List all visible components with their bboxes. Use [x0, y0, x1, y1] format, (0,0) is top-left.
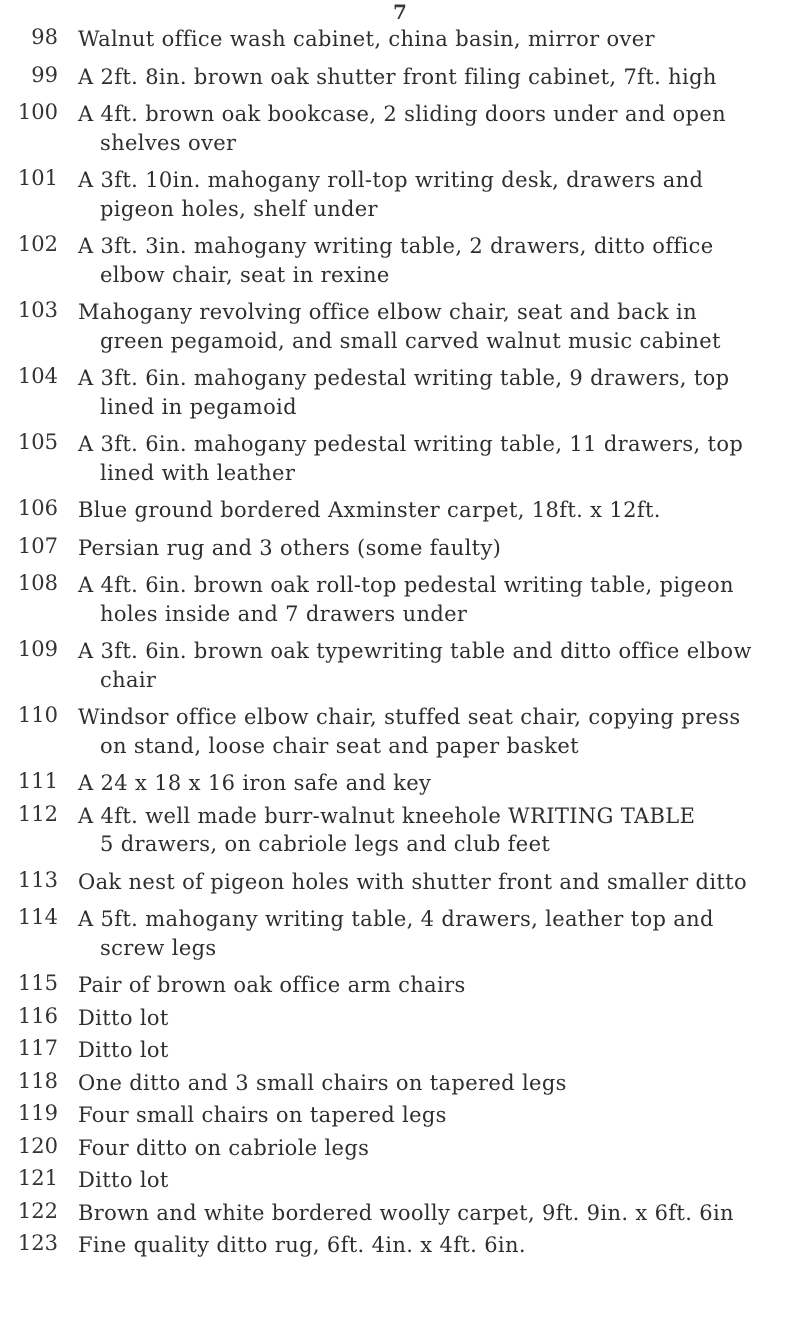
lot-description-line: A 3ft. 6in. mahogany pedestal writing table, 11 drawers, top	[78, 432, 744, 456]
lot-description	[78, 298, 790, 355]
lot-description-line: Ditto lot	[78, 1005, 169, 1030]
lot-description-line: A 24 x 18 x 16 iron safe and key	[78, 771, 432, 795]
lot-description-continuation: chair	[100, 667, 157, 692]
lot-description-line: Oak nest of pigeon holes with shutter front and smaller ditto	[78, 869, 747, 894]
lot-number: 102	[17, 232, 58, 256]
lot-description-line: Brown and white bordered woolly carpet, 9ft. 9in. x 6ft. 6in	[78, 1200, 734, 1225]
lot-item	[0, 232, 800, 289]
lot-number: 111	[17, 769, 58, 793]
lot-item	[0, 769, 800, 798]
lot-description	[78, 25, 790, 54]
lot-description-line: Walnut office wash cabinet, china basin, mirror over	[78, 27, 655, 51]
lot-description-line: Mahogany revolving office elbow chair, seat and back in	[78, 300, 698, 324]
lot-description-line: A 3ft. 6in. brown oak typewriting table and ditto office elbow	[78, 639, 752, 663]
lot-description-line: Ditto lot	[78, 1168, 169, 1192]
lot-description	[78, 703, 790, 760]
lot-number: 101	[17, 166, 58, 190]
lot-description	[78, 637, 790, 694]
lot-item	[0, 63, 800, 92]
lot-number: 109	[17, 637, 58, 661]
lot-item	[0, 496, 800, 525]
lot-number: 110	[17, 703, 58, 727]
lot-description	[78, 1199, 790, 1228]
lot-number: 108	[17, 571, 58, 595]
lot-item	[0, 1199, 800, 1228]
lot-description-continuation: green pegamoid, and small carved walnut music cabinet	[100, 328, 721, 353]
lot-description-continuation: holes inside and 7 drawers under	[100, 601, 468, 626]
lot-number: 99	[31, 62, 58, 87]
lot-number: 121	[17, 1166, 58, 1190]
lot-description	[78, 1231, 790, 1260]
lot-list	[0, 25, 800, 1260]
lot-description	[78, 571, 790, 628]
lot-number: 113	[17, 867, 58, 892]
lot-item	[0, 703, 800, 760]
lot-description	[78, 364, 790, 421]
lot-description-line: A 4ft. brown oak bookcase, 2 sliding doors under and open	[78, 102, 726, 126]
lot-number: 123	[17, 1231, 58, 1255]
lot-description-continuation: screw legs	[100, 935, 217, 960]
lot-description-continuation: lined with leather	[100, 460, 296, 485]
lot-item	[0, 534, 800, 563]
lot-description	[78, 868, 790, 897]
lot-item	[0, 100, 800, 157]
lot-description	[78, 769, 790, 798]
lot-number: 100	[17, 100, 58, 124]
lot-description	[78, 100, 790, 157]
lot-item	[0, 298, 800, 355]
lot-description-line: A 4ft. well made burr-walnut kneehole WRITING TABLE	[78, 803, 696, 828]
lot-item	[0, 430, 800, 487]
lot-description-line: A 4ft. 6in. brown oak roll-top pedestal writing table, pigeon	[78, 573, 734, 597]
lot-number: 104	[17, 364, 58, 388]
lot-description-line: A 5ft. mahogany writing table, 4 drawers, leather top and	[78, 907, 714, 931]
lot-number: 114	[17, 905, 58, 929]
lot-description	[78, 802, 790, 859]
lot-description	[78, 534, 790, 563]
lot-description-continuation: elbow chair, seat in rexine	[100, 262, 390, 287]
lot-item	[0, 1004, 800, 1033]
lot-item	[0, 1166, 800, 1195]
lot-description	[78, 166, 790, 223]
lot-description-continuation: on stand, loose chair seat and paper basket	[100, 733, 579, 758]
lot-description	[78, 232, 790, 289]
lot-item	[0, 25, 800, 54]
lot-item	[0, 1101, 800, 1130]
lot-number: 120	[17, 1133, 58, 1158]
lot-item	[0, 905, 800, 962]
lot-description-continuation: 5 drawers, on cabriole legs and club feet	[100, 832, 551, 856]
lot-description-continuation: pigeon holes, shelf under	[100, 196, 378, 221]
lot-description-line: Ditto lot	[78, 1038, 169, 1062]
lot-number: 98	[31, 25, 58, 49]
lot-number: 119	[17, 1101, 58, 1125]
lot-description-line: One ditto and 3 small chairs on tapered legs	[78, 1070, 567, 1095]
lot-description-continuation: lined in pegamoid	[100, 394, 297, 419]
lot-description	[78, 1004, 790, 1033]
lot-description-line: Persian rug and 3 others (some faulty)	[78, 535, 502, 560]
lot-description	[78, 430, 790, 487]
lot-number: 103	[17, 298, 58, 322]
lot-description-line: A 3ft. 6in. mahogany pedestal writing table, 9 drawers, top	[78, 366, 730, 390]
lot-description	[78, 1069, 790, 1098]
lot-item	[0, 1036, 800, 1065]
lot-number: 115	[17, 971, 58, 995]
lot-number: 122	[17, 1198, 58, 1223]
lot-description-line: Windsor office elbow chair, stuffed seat chair, copying press	[78, 705, 741, 729]
lot-description	[78, 971, 790, 1000]
lot-description-line: Four small chairs on tapered legs	[78, 1103, 447, 1127]
lot-description	[78, 1036, 790, 1065]
lot-item	[0, 971, 800, 1000]
lot-number: 112	[17, 801, 58, 826]
lot-item	[0, 637, 800, 694]
lot-description-continuation: shelves over	[100, 130, 237, 155]
lot-description-line: Pair of brown oak office arm chairs	[78, 973, 466, 997]
lot-description-line: A 2ft. 8in. brown oak shutter front filing cabinet, 7ft. high	[78, 64, 717, 89]
lot-description	[78, 496, 790, 525]
lot-item	[0, 166, 800, 223]
lot-item	[0, 868, 800, 897]
lot-description	[78, 1101, 790, 1130]
lot-item	[0, 364, 800, 421]
lot-item	[0, 571, 800, 628]
page-number: 7	[393, 0, 407, 24]
lot-number: 117	[17, 1036, 58, 1060]
lot-description	[78, 1166, 790, 1195]
lot-item	[0, 1231, 800, 1260]
lot-description	[78, 63, 790, 92]
lot-number: 106	[17, 496, 58, 520]
lot-item	[0, 1134, 800, 1163]
lot-description-line: A 3ft. 3in. mahogany writing table, 2 drawers, ditto office	[78, 234, 714, 258]
lot-item	[0, 1069, 800, 1098]
lot-number: 116	[17, 1003, 58, 1028]
lot-description	[78, 1134, 790, 1163]
lot-number: 105	[17, 430, 58, 454]
lot-description-line: A 3ft. 10in. mahogany roll-top writing desk, drawers and	[78, 168, 704, 192]
lot-description	[78, 905, 790, 962]
lot-number: 107	[17, 533, 58, 558]
lot-description-line: Fine quality ditto rug, 6ft. 4in. x 4ft. 6in.	[78, 1233, 526, 1257]
lot-number: 118	[17, 1068, 58, 1093]
lot-description-line: Four ditto on cabriole legs	[78, 1135, 370, 1160]
lot-item	[0, 802, 800, 859]
lot-description-line: Blue ground bordered Axminster carpet, 18ft. x 12ft.	[78, 498, 661, 522]
